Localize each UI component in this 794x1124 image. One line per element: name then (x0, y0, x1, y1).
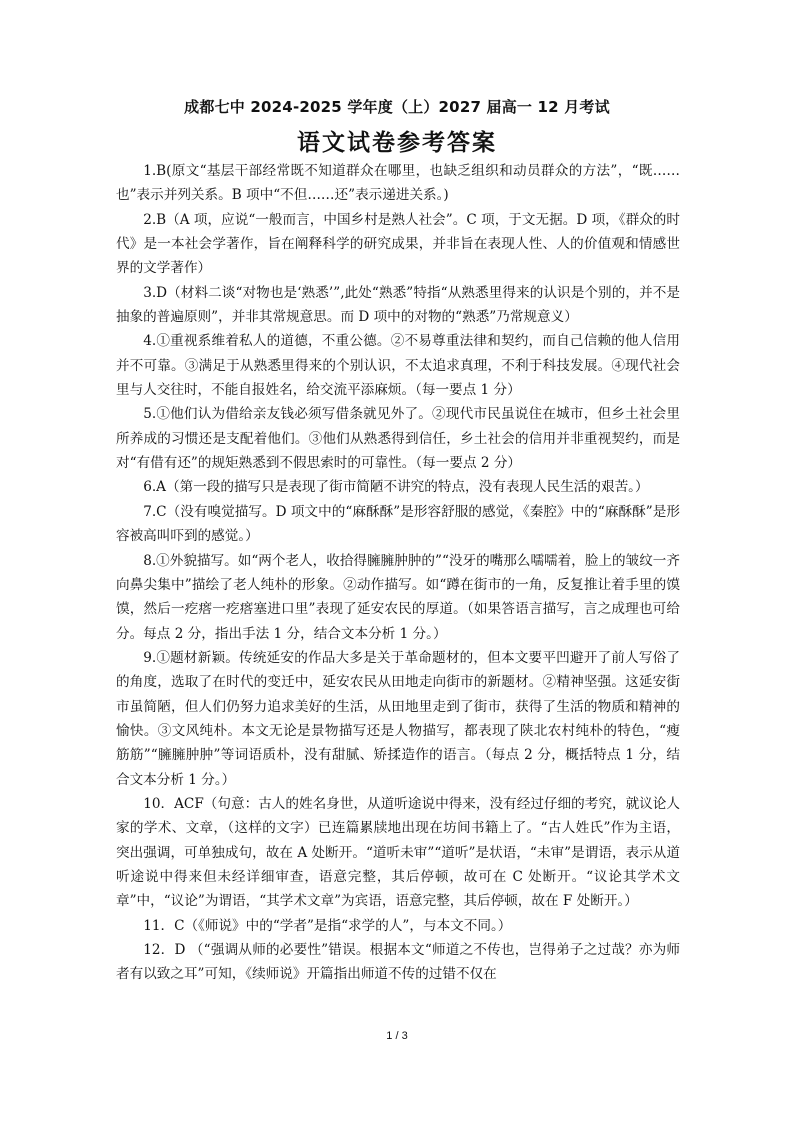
answer-item-1: 1.B(原文“基层干部经常既不知道群众在哪里，也缺乏组织和动员群众的方法”，“既……也”表示并列关系。B 项中“不但……还”表示递进关系。) (116, 163, 680, 204)
exam-header: 成都七中 2024-2025 学年度（上）2027 届高一 12 月考试 (184, 98, 610, 116)
answer-item-8: 8.①外貌描写。如“两个老人，收拾得臃臃肿肿的”“没牙的嘴那么嚅嚅着，脸上的皱纹一齐向鼻尖集中”描绘了老人纯朴的形象。②动作描写。如“蹲在街市的一角，反复推让着手里的馍馍，然后一疙瘩一疙瘩塞进口里”表现了延安农民的厚道。（如果答语言描写，言之成理也可给分。每点 2 分，指出手法 1 分，结合文本分析 1 分。） (116, 552, 680, 642)
answer-item-3: 3.D（材料二谈“对物也是‘熟悉’”,此处“熟悉”特指“从熟悉里得来的认识是个别的，并不是抽象的普遍原则”，并非其常规意思。而 D 项中的对物的“熟悉”乃常规意义） (116, 284, 680, 326)
answer-item-6: 6.A（第一段的描写只是表现了街市简陋不讲究的特点，没有表现人民生活的艰苦。） (143, 479, 649, 496)
answer-item-2: 2.B（A 项，应说“一般而言，中国乡村是熟人社会”。C 项，于文无据。D 项，《群众的时代》是一本社会学著作，旨在阐释科学的研究成果，并非旨在表现人性、人的价值观和情感世界的文学著作） (116, 211, 680, 277)
answer-item-12: 12．D （“强调从师的必要性”错误。根据本文“师道之不传也，岂得弟子之过哉？亦为师者有以致之耳”可知，《续师说》开篇指出师道不传的过错不仅在 (116, 942, 680, 983)
document-title: 语文试卷参考答案 (297, 129, 497, 156)
answer-item-4: 4.①重视系维着私人的道德，不重公德。②不易尊重法律和契约，而自己信赖的他人信用并不可靠。③满足于从熟悉里得来的个别认识，不太追求真理，不利于科技发展。④现代社会里与人交往时，不能自报姓名，给交流平添麻烦。（每一要点 1 分） (116, 333, 680, 399)
answer-item-5: 5.①他们认为借给亲友钱必须写借条就见外了。②现代市民虽说住在城市，但乡土社会里所养成的习惯还是支配着他们。③他们从熟悉得到信任，乡土社会的信用并非重视契约，而是对“有借有还”的规矩熟悉到不假思索时的可靠性。（每一要点 2 分） (116, 406, 680, 472)
answer-item-11: 11．C（《师说》中的“学者”是指“求学的人”，与本文不同。） (143, 917, 512, 934)
answer-item-9: 9.①题材新颖。传统延安的作品大多是关于革命题材的，但本文要平凹避开了前人写俗了的角度，选取了在时代的变迁中，延安农民从田地走向街市的新题材。②精神坚强。这延安街市虽简陋，但人们仍努力追求美好的生活，从田地里走到了街市，获得了生活的物质和精神的愉快。③文风纯朴。本文无论是景物描写还是人物描写，都表现了陕北农村纯朴的特色，“瘦筋筋”“臃臃肿肿”等词语质朴，没有甜腻、矫揉造作的语言。（每点 2 分，概括特点 1 分，结合文本分析 1 分。） (116, 649, 680, 788)
answer-list (116, 159, 680, 987)
page-number: 1 / 3 (386, 1030, 408, 1042)
answer-item-7: 7.C（没有嗅觉描写。D 项文中的“麻酥酥”是形容舒服的感觉，《秦腔》中的“麻酥酥”是形容被高叫吓到的感觉。） (116, 503, 680, 545)
answer-item-10: 10．ACF（句意：古人的姓名身世，从道听途说中得来，没有经过仔细的考究，就议论人家的学术、文章，（这样的文字）已连篇累牍地出现在坊间书籍上了。“古人姓氏”作为主语，突出强调，可单独成句，故在 A 处断开。“道听未审”“道听”是状语，“未审”是谓语，表示从道听途说中得来但未经详细审查，语意完整，其后停顿，故可在 C 处断开。“议论其学术文章”中，“议论”为谓语，“其学术文章”为宾语，语意完整，其后停顿，故在 F 处断开。） (116, 795, 680, 910)
